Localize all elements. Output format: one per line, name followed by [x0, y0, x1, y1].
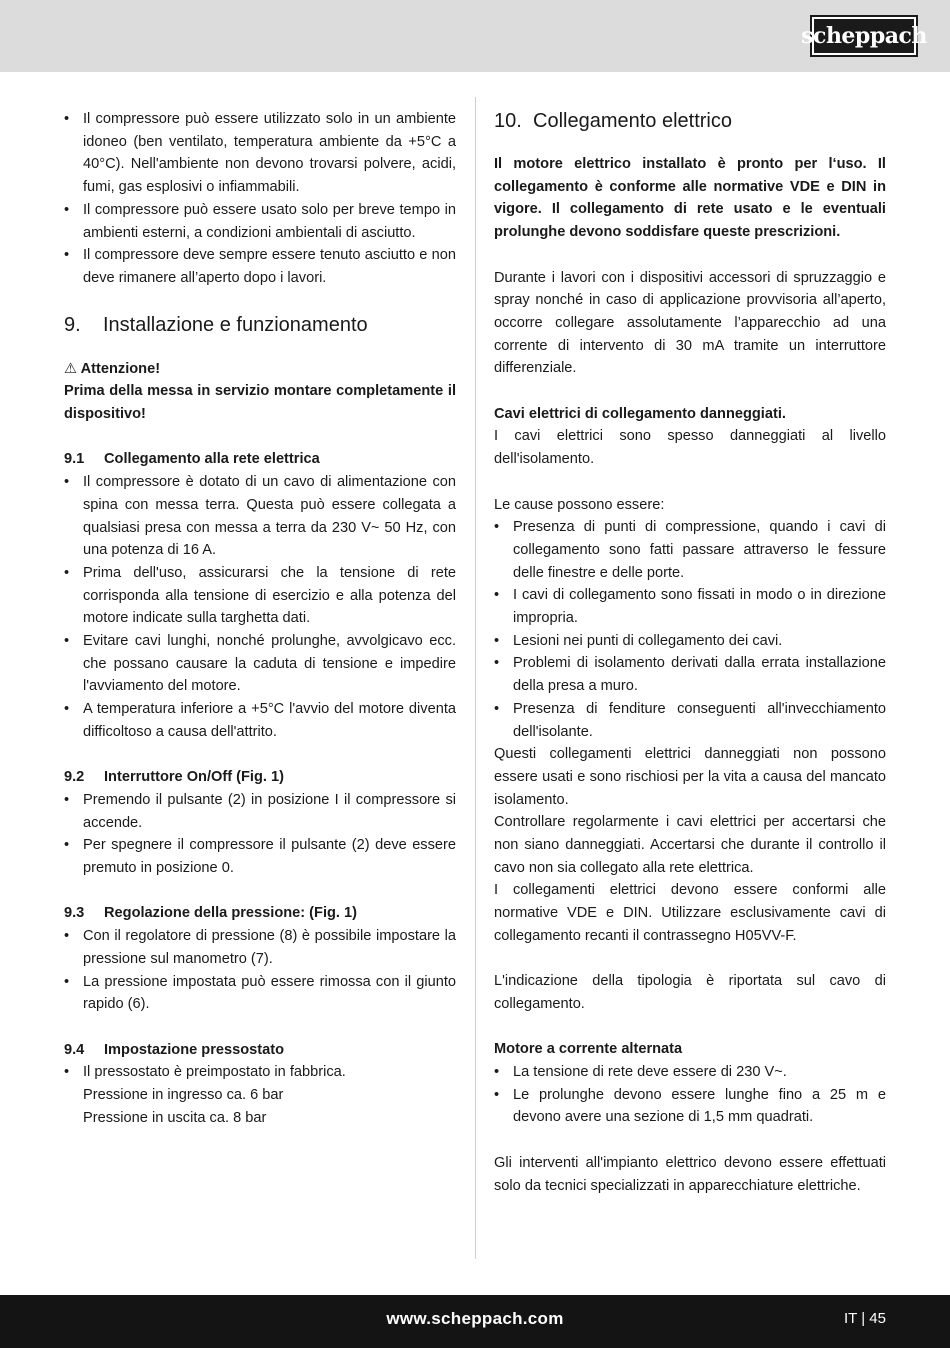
- list-item: • A temperatura inferiore a +5°C l'avvio del motore diventa difficoltoso a causa dell'attrito.: [64, 698, 456, 743]
- list-item: • I cavi di collegamento sono fissati in modo o in direzione impropria.: [494, 584, 886, 629]
- electrical-intro: Il motore elettrico installato è pronto per l‘uso. Il collegamento è conforme alle normative VDE e DIN in vigore. Il collegamento di rete usato e le eventuali prolunghe devono soddisfare queste prescrizioni.: [494, 156, 886, 241]
- section-title: Collegamento elettrico: [533, 110, 732, 132]
- page-footer: [0, 1295, 950, 1348]
- list-item: • Problemi di isolamento derivati dalla errata installazione della presa a muro.: [494, 652, 886, 697]
- page-header: [0, 0, 950, 72]
- check-paragraph: Controllare regolarmente i cavi elettrici per accertarsi che non siano danneggiati. Accertarsi che durante il controllo il cavo non sia collegato alla rete elettrica.: [494, 814, 886, 876]
- subsection-number: 9.1: [64, 451, 85, 468]
- section-number: 9.: [64, 313, 81, 336]
- final-paragraph: Gli interventi all'impianto elettrico devono essere effettuati solo da tecnici specializzati in apparecchiature elettriche.: [494, 1154, 886, 1194]
- section-10-heading: [494, 108, 886, 134]
- subsection-9-3-heading: [64, 902, 456, 925]
- list-item: • Il compressore può essere usato solo per breve tempo in ambienti esterni, a condizioni ambientali di asciutto.: [64, 199, 456, 244]
- scheppach-logo: [801, 15, 927, 57]
- causes-intro: Le cause possono essere:: [494, 496, 665, 513]
- danger-paragraph: Questi collegamenti elettrici danneggiati non possono essere usati e sono rischiosi per la vita a causa del mancato isolamento.: [494, 746, 886, 808]
- section-9-heading: [64, 312, 456, 338]
- list-item: • Il compressore è dotato di un cavo di alimentazione con spina con messa terra. Questa può essere collegata a qualsiasi presa con messa a terra da 230 V~ 50 Hz, con una potenza di 16 A.: [64, 471, 456, 562]
- warning-icon: ⚠: [64, 360, 78, 377]
- list-item: • Con il regolatore di pressione (8) è possibile impostare la pressione sul manometro (7).: [64, 925, 456, 970]
- intro-bullet-list: [64, 108, 456, 290]
- section-title: Installazione e funzionamento: [103, 313, 368, 336]
- s94-bullet-list: [64, 1061, 456, 1084]
- warning-text: Prima della messa in servizio montare completamente il dispositivo!: [64, 383, 456, 423]
- list-item: • Presenza di fenditure conseguenti all'invecchiamento dell'isolante.: [494, 698, 886, 743]
- damaged-cables-text: I cavi elettrici sono spesso danneggiati al livello dell'isolamento.: [494, 428, 886, 468]
- website-link[interactable]: www.scheppach.com: [386, 1309, 564, 1328]
- subsection-9-2-heading: [64, 766, 456, 789]
- right-column: [494, 108, 886, 1197]
- list-item: • Il compressore può essere utilizzato solo in un ambiente idoneo (ben ventilato, temperatura ambiente da +5°C a 40°C). Nell'ambiente non devono trovarsi polvere, acidi, fumi, gas esplosivi o infiammabili.: [64, 108, 456, 199]
- subsection-title: Impostazione pressostato: [104, 1041, 285, 1058]
- list-item: • Prima dell'uso, assicurarsi che la tensione di rete corrisponda alla tensione di esercizio e alla potenza del motore indicate sulla targhetta dati.: [64, 562, 456, 630]
- causes-bullet-list: [494, 516, 886, 743]
- damaged-cables-heading: Cavi elettrici di collegamento danneggiati.: [494, 405, 786, 422]
- subsection-9-1-heading: [64, 448, 456, 471]
- s93-bullet-list: [64, 925, 456, 1016]
- list-item: • Evitare cavi lunghi, nonché prolunghe, avvolgicavo ecc. che possano causare la caduta di tensione e impedire l'avviamento del motore.: [64, 630, 456, 698]
- inlet-pressure-line: Pressione in ingresso ca. 6 bar: [83, 1087, 284, 1104]
- subsection-title: Regolazione della pressione: (Fig. 1): [104, 905, 358, 922]
- subsection-title: Interruttore On/Off (Fig. 1): [104, 769, 284, 786]
- section-number: 10.: [494, 110, 522, 132]
- warning-heading: [64, 358, 456, 381]
- subsection-number: 9.4: [64, 1041, 85, 1058]
- list-item: • La tensione di rete deve essere di 230 V~.: [494, 1061, 886, 1084]
- s92-bullet-list: [64, 789, 456, 880]
- list-item: • Le prolunghe devono essere lunghe fino a 25 m e devono avere una sezione di 1,5 mm quadrati.: [494, 1084, 886, 1129]
- subsection-title: Collegamento alla rete elettrica: [104, 451, 320, 468]
- subsection-9-4-heading: [64, 1039, 456, 1062]
- outlet-pressure-line: Pressione in uscita ca. 8 bar: [83, 1109, 267, 1126]
- logo-text: scheppach: [812, 17, 916, 55]
- spray-paragraph: Durante i lavori con i dispositivi accessori di spruzzaggio e spray nonché in caso di applicazione provvisoria all’aperto, occorre collegare assolutamente l’apparecchio ad una corrente di intervento di 30 mA tramite un interruttore differenziale.: [494, 269, 886, 377]
- list-item: • Lesioni nei punti di collegamento dei cavi.: [494, 630, 886, 653]
- column-divider: [475, 97, 476, 1259]
- list-item: • Il compressore deve sempre essere tenuto asciutto e non deve rimanere all’aperto dopo i lavori.: [64, 244, 456, 289]
- list-item: • Premendo il pulsante (2) in posizione I il compressore si accende.: [64, 789, 456, 834]
- type-paragraph: L'indicazione della tipologia è riportata sul cavo di collegamento.: [494, 973, 886, 1012]
- list-item: • Il pressostato è preimpostato in fabbrica.: [64, 1061, 456, 1084]
- list-item: • La pressione impostata può essere rimossa con il giunto rapido (6).: [64, 971, 456, 1016]
- list-item: • Presenza di punti di compressione, quando i cavi di collegamento sono fatti passare attraverso le fessure delle finestre e delle porte.: [494, 516, 886, 584]
- page-number: IT | 45: [844, 1310, 886, 1327]
- warning-title: Attenzione!: [80, 360, 161, 377]
- subsection-number: 9.2: [64, 769, 85, 786]
- list-item: • Per spegnere il compressore il pulsante (2) deve essere premuto in posizione 0.: [64, 834, 456, 879]
- left-column: [64, 108, 456, 1129]
- ac-bullet-list: [494, 1061, 886, 1129]
- ac-motor-heading: Motore a corrente alternata: [494, 1041, 683, 1058]
- subsection-number: 9.3: [64, 905, 85, 922]
- norms-paragraph: I collegamenti elettrici devono essere conformi alle normative VDE e DIN. Utilizzare esclusivamente cavi di collegamento recanti il contrassegno H05VV-F.: [494, 882, 886, 944]
- s91-bullet-list: [64, 471, 456, 743]
